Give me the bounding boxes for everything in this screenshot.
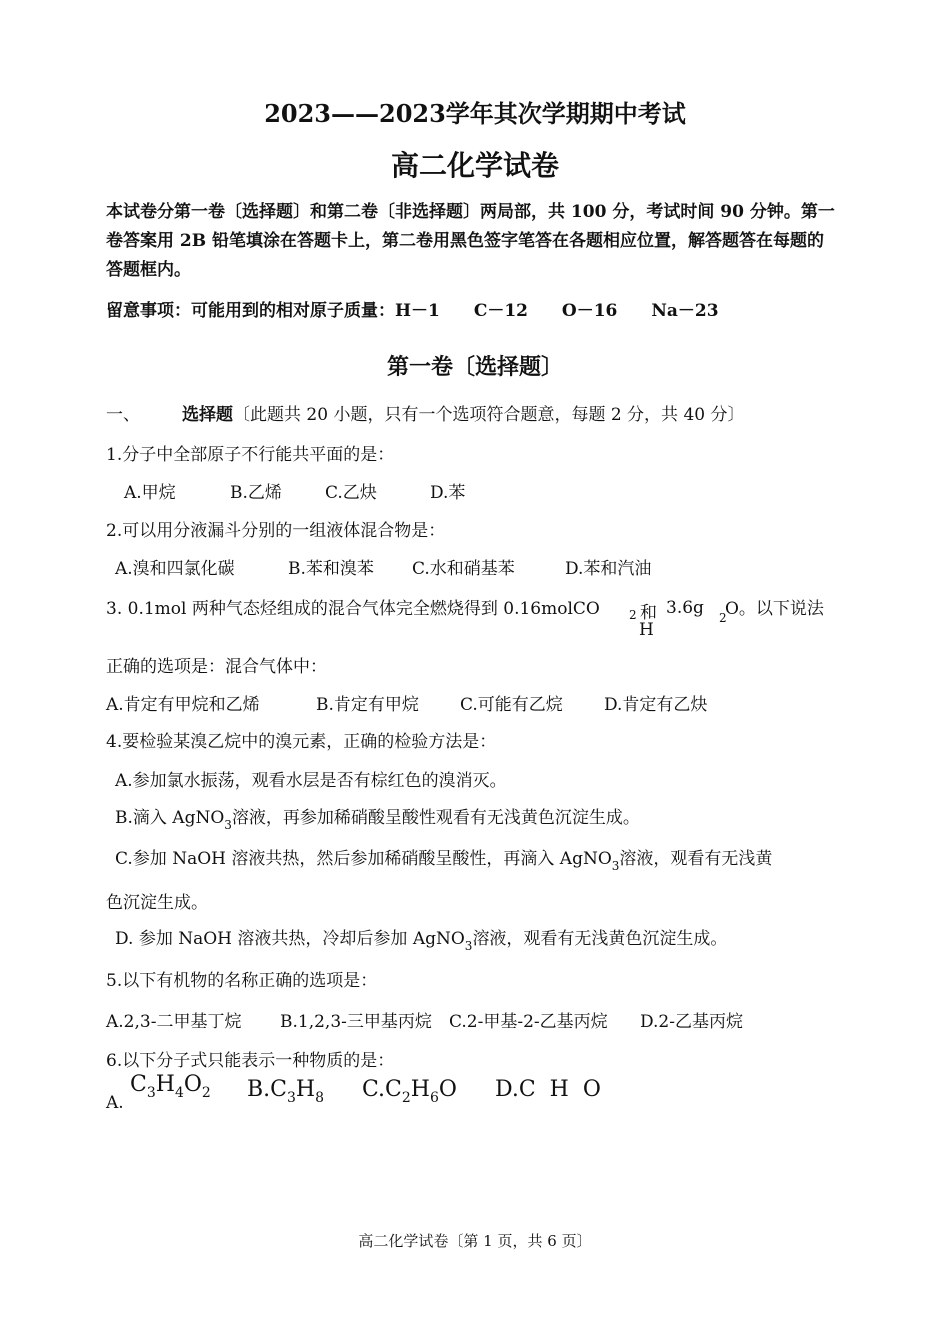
- section-title: 第一卷〔选择题〕: [386, 354, 563, 380]
- notice-c: C－12: [473, 301, 528, 321]
- q3-stem-line2: 正确的选项是：混合气体中：: [106, 657, 327, 677]
- q6-a-c: C: [130, 1072, 147, 1097]
- q4-b-pre: B.滴入 AgNO: [115, 808, 225, 828]
- q6-a-h-sub: 4: [174, 1085, 184, 1101]
- exam-instructions: 本试卷分第一卷〔选择题〕和第二卷〔非选择题〕两局部，共 100 分，考试时间 90 分钟。第一卷答案用 2B 铅笔填涂在答题卡上，第二卷用黑色签字笔答在各题相应位置，解答题答在每题的答题框内。: [106, 202, 835, 280]
- q4-b-post: 溶液，再参加稀硝酸呈酸性观看有无浅黄色沉淀生成。: [231, 808, 640, 828]
- q4-d-post: 溶液，观看有无浅黄色沉淀生成。: [472, 929, 728, 949]
- exam-title: 2023——2023学年其次学期期中考试: [264, 99, 686, 128]
- q3-h2o-subscript: 2: [719, 611, 727, 625]
- q4-c-post: 溶液，观看有无浅黄: [619, 849, 773, 869]
- q2-option-b: B.苯和溴苯: [288, 559, 374, 579]
- q6-b-c: B.C: [247, 1077, 287, 1102]
- q5-option-c: C.2-甲基-2-乙基丙烷: [449, 1012, 608, 1032]
- q6-c-c-sub: 2: [401, 1090, 411, 1106]
- q4-option-c-cont: 色沉淀生成。: [106, 893, 208, 913]
- q4-option-d: [115, 924, 728, 953]
- q1-option-a: A.甲烷: [124, 483, 176, 503]
- page-footer: 高二化学试卷〔第 1 页，共 6 页〕: [358, 1232, 592, 1250]
- q4-option-c: [115, 844, 773, 873]
- q6-a-o-sub: 2: [201, 1085, 211, 1101]
- q6-option-a-formula: [130, 1072, 211, 1101]
- q1-options: [124, 478, 465, 503]
- part-number: 一、: [106, 405, 140, 425]
- q6-c-h-sub: 6: [429, 1090, 439, 1106]
- q4-option-b: [115, 803, 640, 832]
- q1-option-b: B.乙烯: [230, 483, 282, 503]
- q3-h: H: [639, 620, 654, 640]
- q6-b-h: H: [295, 1077, 316, 1102]
- q4-stem: 4.要检验某溴乙烷中的溴元素，正确的检验方法是：: [106, 732, 497, 752]
- q1-stem: 1.分子中全部原子不行能共平面的是：: [106, 445, 395, 465]
- part-heading: [106, 400, 745, 425]
- q6-c-h: H: [410, 1077, 430, 1102]
- q5-option-a: A.2,3-二甲基丁烷: [106, 1012, 242, 1032]
- q6-option-a-label: A.: [106, 1093, 124, 1113]
- q3-o-tail: O。以下说法: [725, 599, 824, 619]
- part-desc: 〔此题共 20 小题，只有一个选项符合题意，每题 2 分，共 40 分〕: [233, 405, 745, 425]
- q6-stem: 6.以下分子式只能表示一种物质的是：: [106, 1051, 395, 1071]
- q2-option-a: A.溴和四氯化碳: [115, 559, 235, 579]
- q1-option-d: D.苯: [430, 483, 466, 503]
- notice-na: Na－23: [651, 301, 719, 321]
- q2-option-d: D.苯和汽油: [565, 559, 652, 579]
- q5-option-d: D.2-乙基丙烷: [640, 1012, 743, 1032]
- q5-option-b: B.1,2,3-三甲基丙烷: [280, 1012, 432, 1032]
- q6-a-c-sub: 3: [146, 1085, 156, 1101]
- q3-and: 和: [640, 603, 657, 623]
- q3-option-d: D.肯定有乙炔: [604, 695, 708, 715]
- q4-c-pre: C.参加 NaOH 溶液共热，然后参加稀硝酸呈酸性，再滴入 AgNO: [115, 849, 612, 869]
- q6-a-h: H: [155, 1072, 175, 1097]
- q5-stem: 5.以下有机物的名称正确的选项是：: [106, 971, 378, 991]
- q2-stem: 2.可以用分液漏斗分别的一组液体混合物是：: [106, 521, 446, 541]
- q6-b-c-sub: 3: [287, 1090, 296, 1106]
- notice-label: 留意事项：可能用到的相对原子质量：H－1: [106, 301, 440, 321]
- q4-option-a: A.参加氯水振荡，观看水层是否有棕红色的溴消灭。: [115, 771, 507, 791]
- q4-d-pre: D. 参加 NaOH 溶液共热，冷却后参加 AgNO: [115, 929, 465, 949]
- q1-option-c: C.乙炔: [325, 483, 377, 503]
- exam-subtitle: 高二化学试卷: [390, 149, 559, 182]
- q2-options: [115, 554, 651, 579]
- q4-c-subscript: 3: [611, 859, 620, 873]
- notice-o: O－16: [561, 301, 618, 321]
- q3-option-c: C.可能有乙烷: [460, 695, 563, 715]
- q6-option-c-formula: [362, 1077, 457, 1106]
- q3-option-a: A.肯定有甲烷和乙烯: [106, 695, 260, 715]
- q6-c-o: O: [438, 1077, 457, 1102]
- atomic-mass-notice: [106, 296, 747, 321]
- q3-option-b: B.肯定有甲烷: [316, 695, 419, 715]
- q6-a-o: O: [183, 1072, 202, 1097]
- q5-options: [106, 1007, 743, 1032]
- q3-co2-subscript: 2: [629, 608, 637, 622]
- q6-b-h-sub: 8: [315, 1090, 325, 1106]
- q3-stem-a: 3. 0.1mol 两种气态烃组成的混合气体完全燃烧得到 0.16molCO: [106, 599, 600, 619]
- q3-options: [106, 690, 707, 715]
- q2-option-c: C.水和硝基苯: [412, 559, 515, 579]
- part-label: 选择题: [182, 405, 233, 425]
- q4-d-subscript: 3: [464, 939, 473, 953]
- q3-stem-line1: [106, 594, 600, 619]
- q6-c-c: C.C: [362, 1077, 402, 1102]
- q6-option-b-formula: [247, 1077, 325, 1106]
- q3-mass: 3.6g: [666, 598, 704, 618]
- q4-b-subscript: 3: [224, 818, 232, 832]
- q6-option-d-formula: D.C H O: [495, 1077, 601, 1102]
